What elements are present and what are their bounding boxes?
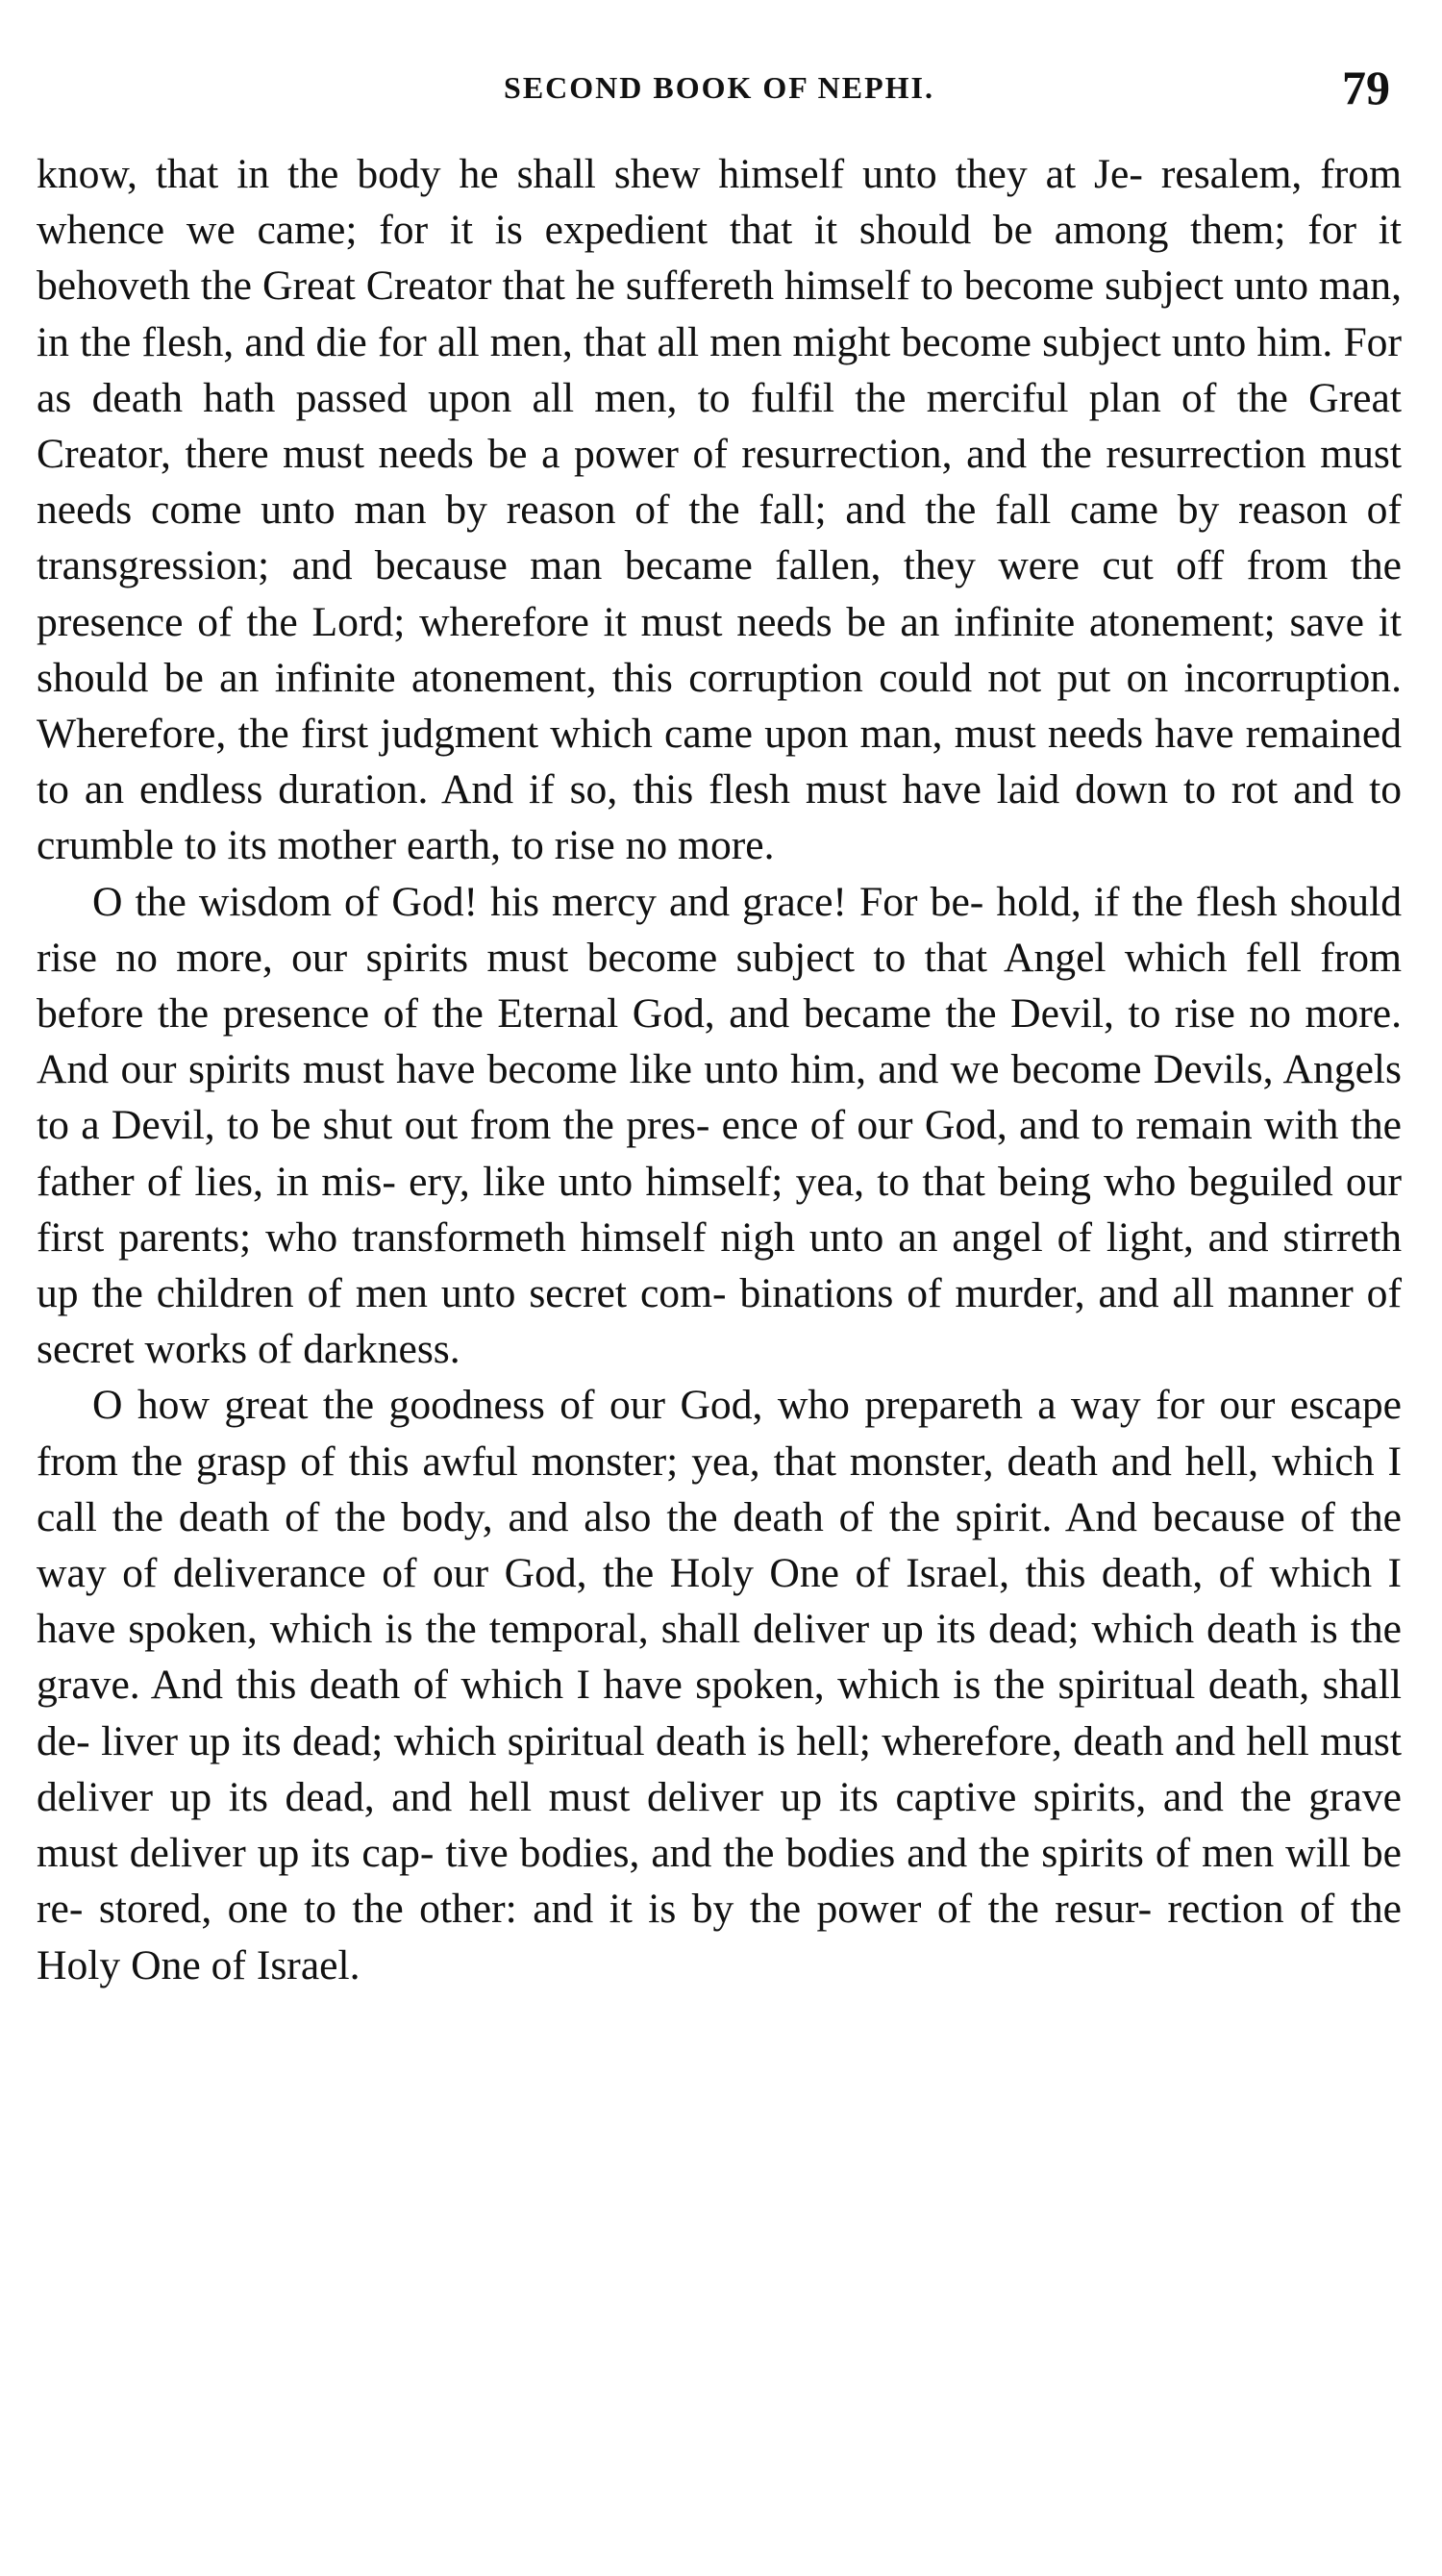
running-head (37, 54, 1402, 121)
paragraph-3: O how great the goodness of our God, who prepareth a way for our escape from the grasp of this awful monster; yea, that monster, death and hell, which I call the death of the body, and also the death of the spirit. And because of the way of deliverance of our God, the Holy One of Israel, this death, of which I have spoken, which is the temporal, shall deliver up its dead; which death is the grave. And this death of which I have spoken, which is the spiritual death, shall de- liver up its dead; which spiritual death is hell; wherefore, death and hell must deliver up its dead, and hell must deliver up its captive spirits, and the grave must deliver up its cap- tive bodies, and the bodies and the spirits of men will be re- stored, one to the other: and it is by the power of the resur- rection of the Holy One of Israel. (37, 1382, 1402, 1988)
running-title: SECOND BOOK OF NEPHI. (504, 70, 934, 105)
body-text (37, 146, 1402, 1993)
paragraph-2: O the wisdom of God! his mercy and grace! For be- hold, if the flesh should rise no more, our spirits must become subject to that Angel which fell from before the presence of the Eternal God, and became the Devil, to rise no more. And our spirits must have become like unto him, and we become Devils, Angels to a Devil, to be shut out from the pres- ence of our God, and to remain with the father of lies, in mis- ery, like unto himself; yea, to that being who beguiled our first parents; who transformeth himself nigh unto an angel of light, and stirreth up the children of men unto secret com- binations of murder, and all manner of secret works of darkness. (37, 878, 1402, 1373)
page-number: 79 (1342, 61, 1390, 114)
paragraph-1: know, that in the body he shall shew himself unto they at Je- resalem, from whence we came; for it is expedient that it should be among them; for it behoveth the Great Creator that he suffereth himself to become subject unto man, in the flesh, and die for all men, that all men might become subject unto him. For as death hath passed upon all men, to fulfil the merciful plan of the Great Creator, there must needs be a power of resurrection, and the resurrection must needs come unto man by reason of the fall; and the fall came by reason of transgression; and because man became fallen, they were cut off from the presence of the Lord; wherefore it must needs be an infinite atonement; save it should be an infinite atonement, this corruption could not put on incorruption. Wherefore, the first judgment which came upon man, must needs have remained to an endless duration. And if so, this flesh must have laid down to rot and to crumble to its mother earth, to rise no more. (37, 151, 1402, 869)
